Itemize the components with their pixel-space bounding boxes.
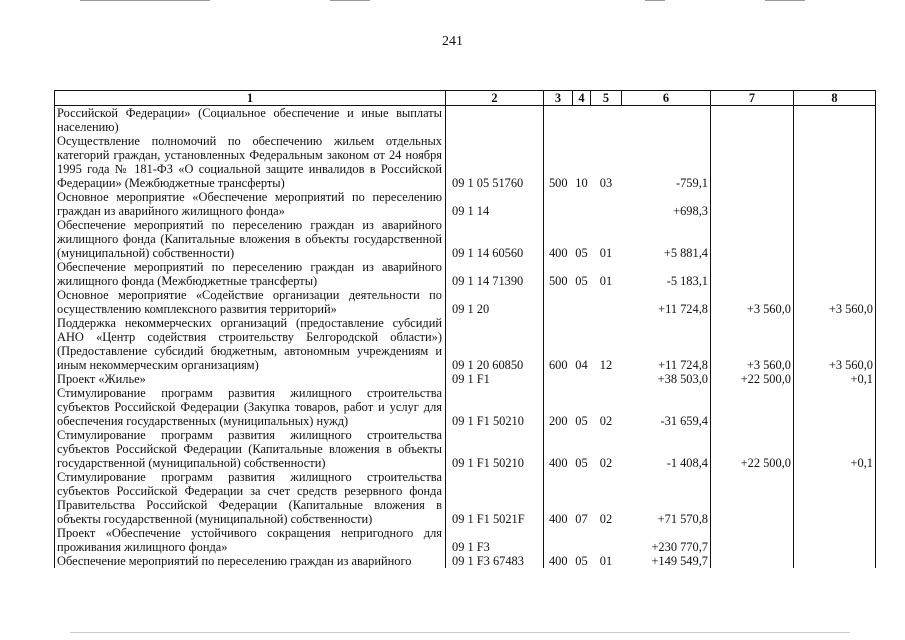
row-vr-cell: 600	[548, 358, 568, 372]
table-row	[55, 386, 876, 428]
row-value-2024-cell	[794, 386, 876, 428]
row-pr-cell: 03	[599, 176, 613, 190]
row-value-2022-cell: +11 724,8	[622, 288, 711, 316]
row-vr-cell: 500	[548, 176, 568, 190]
row-value-2024-cell	[794, 526, 876, 554]
row-vr-cell: 400	[548, 512, 568, 526]
row-name-cell: Основное мероприятие «Обеспечение мероприятий по переселению граждан из аварийного жилищного фонда»	[55, 190, 446, 218]
row-pr-cell: 01	[599, 246, 613, 260]
row-vr-cell	[544, 372, 573, 386]
table-row	[55, 372, 876, 386]
row-value-2024-cell	[794, 554, 876, 568]
row-code-cell: 09 1 14	[446, 190, 544, 218]
row-code-cell	[446, 106, 544, 135]
row-pr-cell: 02	[599, 512, 613, 526]
row-vr-cell: 500	[548, 274, 568, 288]
column-header: 6	[622, 91, 711, 106]
row-value-2022-cell: -1 408,4	[622, 428, 711, 470]
row-code-cell: 09 1 F1 5021F	[446, 470, 544, 526]
row-value-2023-cell	[711, 190, 794, 218]
row-value-2024-cell	[794, 260, 876, 288]
row-pr-cell: 01	[599, 554, 613, 568]
row-rz-cell	[573, 106, 591, 135]
row-name-cell: Осуществление полномочий по обеспечению жильем отдельных категорий граждан, установленных Федеральным законом от 24 ноября 1995 года № 181-ФЗ «О социальной защите инвалидов в Российской Федерации» (Межбюджетные трансферты)	[55, 134, 446, 190]
row-pr-cell	[591, 288, 622, 316]
row-code-cell: 09 1 F3	[446, 526, 544, 554]
row-rz-cell: 05	[575, 274, 588, 288]
row-code-cell: 09 1 14 71390	[446, 260, 544, 288]
row-name-cell: Проект «Обеспечение устойчивого сокращения непригодного для проживания жилищного фонда»	[55, 526, 446, 554]
row-rz-cell: 05	[575, 246, 588, 260]
row-rz-cell: 10	[575, 176, 588, 190]
row-value-2022-cell: +11 724,8	[622, 316, 711, 372]
row-vr-cell: 400	[548, 456, 568, 470]
row-value-2023-cell: +22 500,0	[711, 372, 794, 386]
row-rz-cell: 04	[575, 358, 588, 372]
row-value-2022-cell: +230 770,7	[622, 526, 711, 554]
row-code-cell: 09 1 20 60850	[446, 316, 544, 372]
column-header: 4	[573, 91, 591, 106]
row-value-2023-cell	[711, 554, 794, 568]
row-value-2022-cell: +38 503,0	[622, 372, 711, 386]
row-value-2024-cell: +3 560,0	[794, 316, 876, 372]
row-value-2022-cell: +698,3	[622, 190, 711, 218]
table-row	[55, 316, 876, 372]
row-vr-cell	[544, 526, 573, 554]
column-header: 2	[446, 91, 544, 106]
column-header: 7	[711, 91, 794, 106]
row-name-cell: Стимулирование программ развития жилищного строительства субъектов Российской Федерации (Капитальные вложения в объекты государственной (муниципальной) собственности)	[55, 428, 446, 470]
column-header: 8	[794, 91, 876, 106]
row-value-2024-cell	[794, 190, 876, 218]
row-value-2023-cell: +22 500,0	[711, 428, 794, 470]
scan-edge-mark	[765, 0, 805, 1]
column-header: 1	[55, 91, 446, 106]
table-body	[55, 106, 876, 569]
row-name-cell: Российской Федерации» (Социальное обеспечение и иные выплаты населению)	[55, 106, 446, 135]
table-row	[55, 106, 876, 135]
row-value-2023-cell	[711, 134, 794, 190]
row-name-cell: Основное мероприятие «Содействие организации деятельности по осуществлению комплексного развития территорий»	[55, 288, 446, 316]
page-number: 241	[442, 34, 463, 49]
table-header-row	[55, 91, 876, 106]
budget-table	[54, 90, 876, 568]
row-vr-cell	[544, 190, 573, 218]
row-rz-cell: 05	[575, 554, 588, 568]
row-value-2023-cell	[711, 260, 794, 288]
row-pr-cell	[591, 372, 622, 386]
row-name-cell: Обеспечение мероприятий по переселению граждан из аварийного жилищного фонда (Межбюджетные трансферты)	[55, 260, 446, 288]
row-value-2024-cell	[794, 470, 876, 526]
row-name-cell: Проект «Жилье»	[55, 372, 446, 386]
row-rz-cell	[573, 288, 591, 316]
row-vr-cell: 400	[548, 554, 568, 568]
row-value-2023-cell	[711, 218, 794, 260]
row-vr-cell	[544, 106, 573, 135]
row-pr-cell: 02	[599, 414, 613, 428]
row-value-2023-cell	[711, 386, 794, 428]
row-vr-cell: 200	[548, 414, 568, 428]
row-name-cell: Стимулирование программ развития жилищного строительства субъектов Российской Федерации за счет средств резервного фонда Правительства Российской Федерации (Капитальные вложения в объекты государственной (муниципальной) собственности)	[55, 470, 446, 526]
row-vr-cell	[544, 288, 573, 316]
scan-edge-mark	[70, 632, 850, 633]
row-value-2024-cell: +0,1	[794, 372, 876, 386]
row-value-2023-cell	[711, 526, 794, 554]
row-value-2022-cell: -759,1	[622, 134, 711, 190]
row-rz-cell	[573, 372, 591, 386]
row-value-2022-cell	[622, 106, 711, 135]
row-code-cell: 09 1 F1 50210	[446, 428, 544, 470]
row-pr-cell: 12	[599, 358, 613, 372]
row-pr-cell	[591, 190, 622, 218]
row-code-cell: 09 1 20	[446, 288, 544, 316]
row-value-2022-cell: +5 881,4	[622, 218, 711, 260]
scan-edge-mark	[645, 0, 665, 1]
row-vr-cell: 400	[548, 246, 568, 260]
table-row	[55, 428, 876, 470]
scan-edge-mark	[330, 0, 370, 1]
row-pr-cell: 02	[599, 456, 613, 470]
row-value-2022-cell: +71 570,8	[622, 470, 711, 526]
row-rz-cell: 05	[575, 456, 588, 470]
row-pr-cell	[591, 526, 622, 554]
row-code-cell: 09 1 14 60560	[446, 218, 544, 260]
row-code-cell: 09 1 F1	[446, 372, 544, 386]
row-value-2022-cell: +149 549,7	[622, 554, 711, 568]
row-value-2024-cell: +3 560,0	[794, 288, 876, 316]
table-row	[55, 134, 876, 190]
row-name-cell: Обеспечение мероприятий по переселению граждан из аварийного	[55, 554, 446, 568]
row-rz-cell: 05	[575, 414, 588, 428]
row-value-2024-cell	[794, 106, 876, 135]
row-name-cell: Поддержка некоммерческих организаций (предоставление субсидий АНО «Центр содействия строительству Белгородской области») (Предоставление субсидий бюджетным, автономным учреждениям и иным некоммерческим организациям)	[55, 316, 446, 372]
row-code-cell: 09 1 F3 67483	[446, 554, 544, 568]
table-row	[55, 260, 876, 288]
row-value-2022-cell: -31 659,4	[622, 386, 711, 428]
row-code-cell: 09 1 F1 50210	[446, 386, 544, 428]
row-value-2023-cell	[711, 470, 794, 526]
row-name-cell: Обеспечение мероприятий по переселению граждан из аварийного жилищного фонда (Капитальные вложения в объекты государственной (муниципальной) собственности)	[55, 218, 446, 260]
row-rz-cell: 07	[575, 512, 588, 526]
row-value-2024-cell: +0,1	[794, 428, 876, 470]
row-value-2024-cell	[794, 134, 876, 190]
row-rz-cell	[573, 526, 591, 554]
table-row	[55, 190, 876, 218]
table-row	[55, 218, 876, 260]
row-value-2023-cell	[711, 106, 794, 135]
column-header: 5	[591, 91, 622, 106]
row-value-2024-cell	[794, 218, 876, 260]
row-pr-cell: 01	[599, 274, 613, 288]
row-value-2023-cell: +3 560,0	[711, 288, 794, 316]
table-row	[55, 470, 876, 526]
scan-edge-mark	[80, 0, 210, 1]
column-header: 3	[544, 91, 573, 106]
row-pr-cell	[591, 106, 622, 135]
row-rz-cell	[573, 190, 591, 218]
row-code-cell: 09 1 05 51760	[446, 134, 544, 190]
table-row	[55, 554, 876, 568]
row-value-2023-cell: +3 560,0	[711, 316, 794, 372]
table-row	[55, 288, 876, 316]
row-value-2022-cell: -5 183,1	[622, 260, 711, 288]
table-row	[55, 526, 876, 554]
row-name-cell: Стимулирование программ развития жилищного строительства субъектов Российской Федерации (Закупка товаров, работ и услуг для обеспечения государственных (муниципальных) нужд)	[55, 386, 446, 428]
